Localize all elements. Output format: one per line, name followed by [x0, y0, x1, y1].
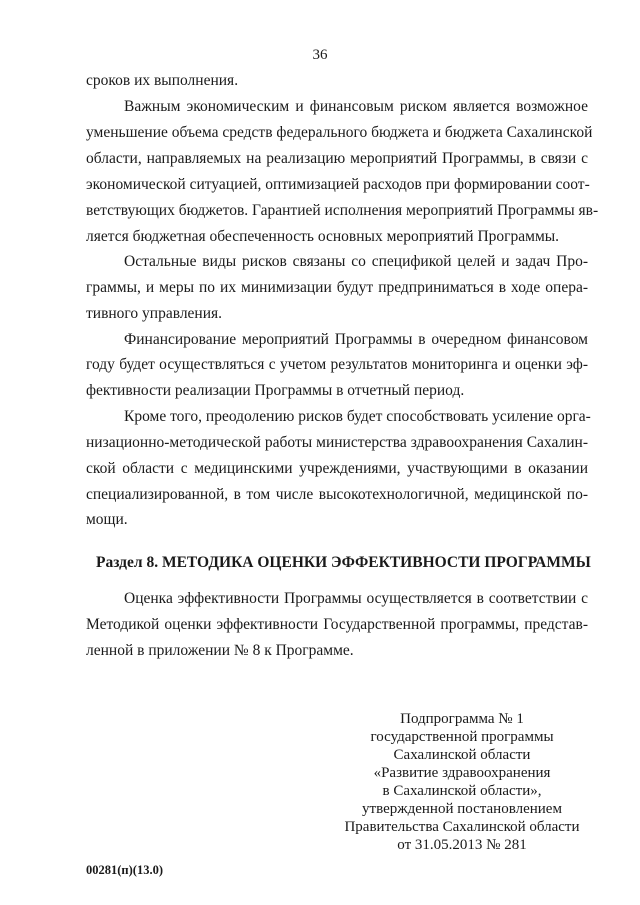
approval-block	[330, 710, 594, 854]
approval-line: в Сахалинской области»,	[382, 783, 542, 799]
text-line: ленной в приложении № 8 к Программе.	[86, 642, 354, 659]
text-line: Остальные виды рисков связаны со спецификой целей и задач Про-	[124, 253, 588, 270]
approval-line: утвержденной постановлением	[362, 801, 562, 817]
text-line: специализированной, в том числе высокотехнологичной, медицинской по-	[86, 486, 588, 503]
text-line: Методикой оценки эффективности Государственной программы, представ-	[86, 616, 588, 633]
text-line: ветствующих бюджетов. Гарантией исполнения мероприятий Программы яв-	[86, 202, 599, 219]
text-line: Оценка эффективности Программы осуществляется в соответствии с	[124, 590, 588, 607]
text-line: тивного управления.	[86, 305, 223, 322]
approval-line: Сахалинской области	[393, 747, 531, 763]
page-number: 36	[312, 47, 328, 63]
approval-line: «Развитие здравоохранения	[373, 765, 551, 781]
text-line: ляется бюджетная обеспеченность основных мероприятий Программы.	[86, 228, 560, 245]
text-line: граммы, и меры по их минимизации будут предприниматься в ходе опера-	[86, 279, 588, 296]
text-line: области, направляемых на реализацию мероприятий Программы, в связи с	[86, 150, 588, 167]
document-code: 00281(п)(13.0)	[86, 863, 163, 877]
text-line: уменьшение объема средств федерального бюджета и бюджета Сахалинской	[86, 124, 593, 141]
approval-line: Правительства Сахалинской области	[344, 819, 580, 835]
approval-line: Подпрограмма № 1	[400, 711, 524, 727]
text-line: сроков их выполнения.	[86, 72, 239, 89]
section-heading: Раздел 8. МЕТОДИКА ОЦЕНКИ ЭФФЕКТИВНОСТИ ПРОГРАММЫ	[96, 554, 591, 571]
text-line: Важным экономическим и финансовым риском является возможное	[124, 98, 588, 115]
text-line: низационно-методической работы министерства здравоохранения Сахалин-	[86, 434, 588, 451]
text-line: мощи.	[86, 511, 128, 528]
text-line: Кроме того, преодолению рисков будет способствовать усиление орга-	[124, 408, 591, 425]
text-line: году будет осуществляться с учетом результатов мониторинга и оценки эф-	[86, 356, 588, 373]
text-line: Финансирование мероприятий Программы в очередном финансовом	[124, 331, 588, 348]
approval-line: от 31.05.2013 № 281	[397, 837, 527, 853]
text-line: ской области с медицинскими учреждениями, участвующими в оказании	[86, 460, 588, 477]
approval-line: государственной программы	[370, 729, 554, 745]
text-line: фективности реализации Программы в отчетный период.	[86, 382, 465, 399]
text-line: экономической ситуацией, оптимизацией расходов при формировании соот-	[86, 176, 590, 193]
